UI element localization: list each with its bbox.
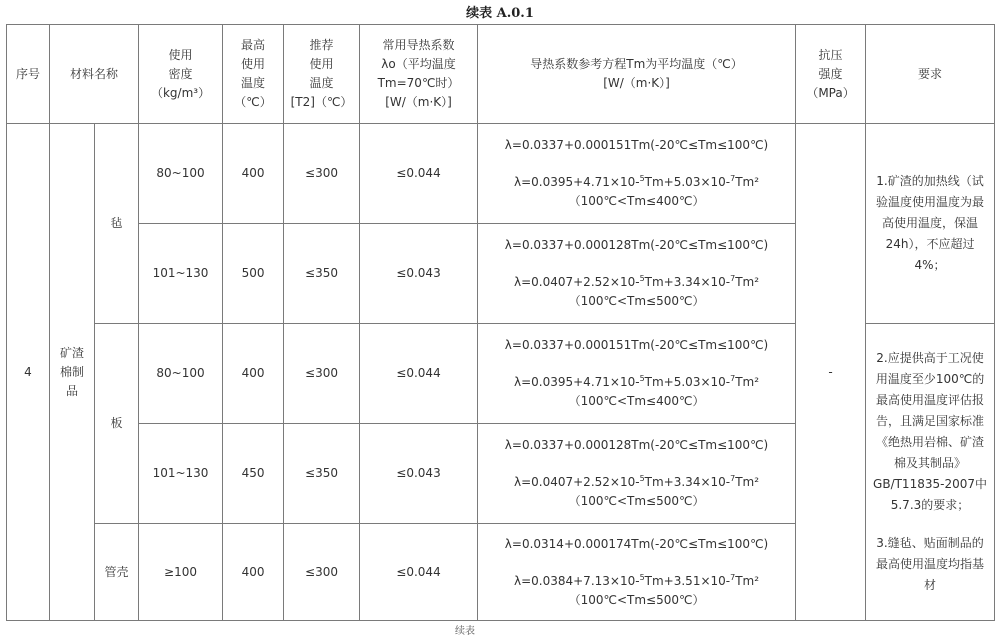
- max-temp-cell: 400: [223, 524, 284, 621]
- density-cell: 80~100: [139, 324, 223, 424]
- material-cell: 矿渣 棉制 品: [50, 124, 95, 621]
- subgroup-felt: 毡: [95, 124, 139, 324]
- equation-cell: λ=0.0337+0.000151Tm(-20℃≤Tm≤100℃) λ=0.0395+4.71×10-$^5$Tm+5.03×10-$^7$Tm² （100℃<Tm≤400℃）: [478, 324, 796, 424]
- equation-cell: λ=0.0337+0.000128Tm(-20℃≤Tm≤100℃) λ=0.0407+2.52×10-$^5$Tm+3.34×10-$^7$Tm² （100℃<Tm≤500℃）: [478, 424, 796, 524]
- rec-temp-cell: ≤350: [284, 224, 360, 324]
- rec-temp-cell: ≤300: [284, 324, 360, 424]
- rec-temp-cell: ≤300: [284, 524, 360, 621]
- header-seq: 序号: [7, 25, 50, 124]
- rec-temp-cell: ≤350: [284, 424, 360, 524]
- conductivity-cell: ≤0.044: [360, 124, 478, 224]
- density-cell: 101~130: [139, 224, 223, 324]
- header-strength: 抗压 强度 （MPa）: [796, 25, 866, 124]
- density-cell: 101~130: [139, 424, 223, 524]
- conductivity-cell: ≤0.043: [360, 424, 478, 524]
- conductivity-cell: ≤0.044: [360, 524, 478, 621]
- continued-footer-mark: 续表: [455, 626, 475, 637]
- max-temp-cell: 450: [223, 424, 284, 524]
- density-cell: 80~100: [139, 124, 223, 224]
- equation-cell: λ=0.0337+0.000128Tm(-20℃≤Tm≤100℃) λ=0.0407+2.52×10-$^5$Tm+3.34×10-$^7$Tm² （100℃<Tm≤500℃）: [478, 224, 796, 324]
- conductivity-cell: ≤0.044: [360, 324, 478, 424]
- seq-cell: 4: [7, 124, 50, 621]
- rec-temp-cell: ≤300: [284, 124, 360, 224]
- header-material: 材料名称: [50, 25, 139, 124]
- header-density: 使用 密度 （kg/m³）: [139, 25, 223, 124]
- header-max-temp: 最高 使用 温度 （℃）: [223, 25, 284, 124]
- table-title: 续表 A.0.1: [466, 6, 534, 21]
- header-equation: 导热系数参考方程Tm为平均温度（℃） [W/（m·K）]: [478, 25, 796, 124]
- table-row: [7, 124, 995, 224]
- strength-cell: -: [796, 124, 866, 621]
- max-temp-cell: 500: [223, 224, 284, 324]
- max-temp-cell: 400: [223, 324, 284, 424]
- subgroup-board: 板: [95, 324, 139, 524]
- conductivity-cell: ≤0.043: [360, 224, 478, 324]
- max-temp-cell: 400: [223, 124, 284, 224]
- density-cell: ≥100: [139, 524, 223, 621]
- header-conductivity: 常用导热系数 λo（平均温度 Tm=70℃时） [W/（m·K）]: [360, 25, 478, 124]
- requirement-2-3: 2.应提供高于工况使 用温度至少100℃的 最高使用温度评估报 告，且满足国家标准 《绝热用岩棉、矿渣 棉及其制品》 GB/T11835-2007中 5.7.3的要求； 3.缝毡、贴面制品的 最高使用温度均指基 材: [866, 324, 995, 621]
- header-requirement: 要求: [866, 25, 995, 124]
- requirement-1: 1.矿渣的加热线（试 验温度使用温度为最 高使用温度，保温 24h），不应超过 4%；: [866, 124, 995, 324]
- equation-cell: λ=0.0337+0.000151Tm(-20℃≤Tm≤100℃) λ=0.0395+4.71×10-$^5$Tm+5.03×10-$^7$Tm² （100℃<Tm≤400℃）: [478, 124, 796, 224]
- subgroup-pipe: 管壳: [95, 524, 139, 621]
- equation-cell: λ=0.0314+0.000174Tm(-20℃≤Tm≤100℃) λ=0.0384+7.13×10-$^5$Tm+3.51×10-$^7$Tm² （100℃<Tm≤500℃）: [478, 524, 796, 621]
- header-row: [7, 25, 995, 124]
- material-spec-table: [6, 24, 995, 621]
- header-rec-temp: 推荐 使用 温度 [T2]（℃）: [284, 25, 360, 124]
